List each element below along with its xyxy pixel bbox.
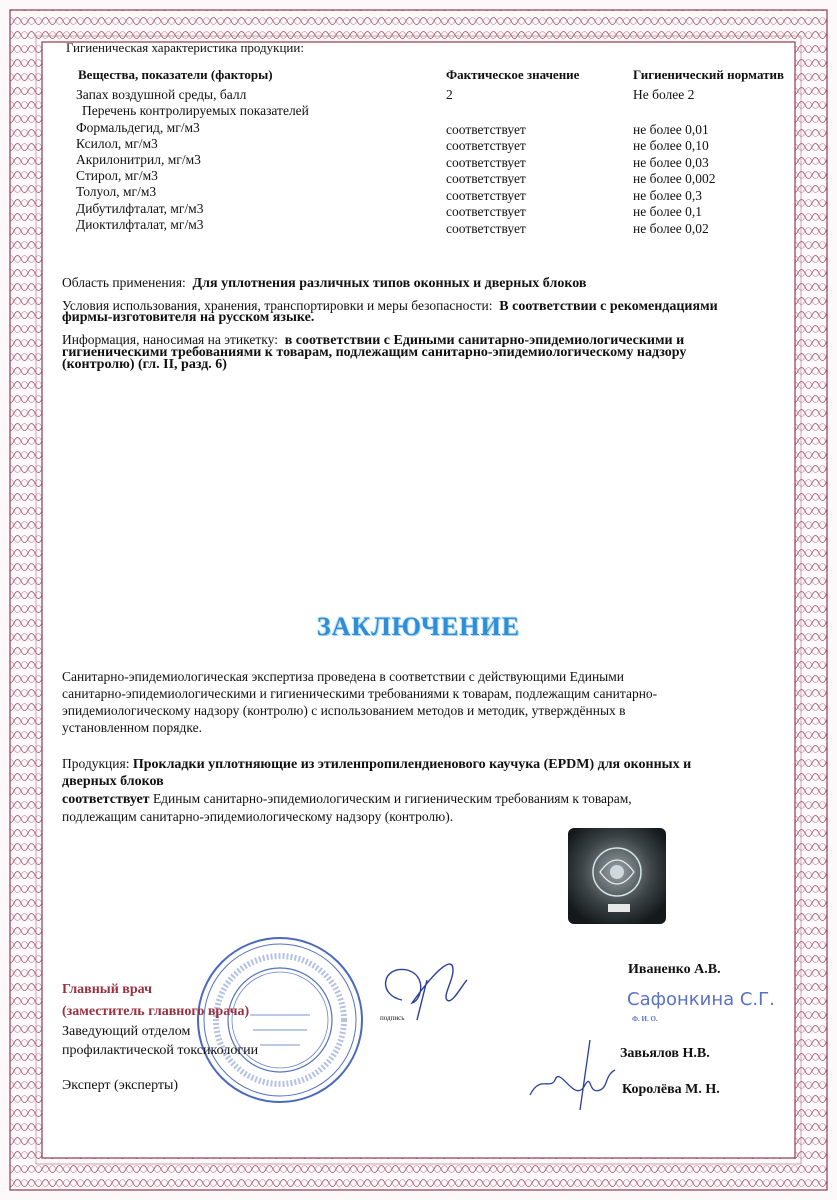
table-row-name: Дибутилфталат, мг/м3 — [76, 201, 204, 216]
round-stamp — [195, 935, 365, 1105]
application-field — [62, 275, 586, 292]
signature-caption: подпись — [380, 1014, 405, 1022]
paragraph-line: установленном порядке. — [62, 720, 202, 735]
table-row-actual: соответствует — [446, 171, 526, 186]
table-row-norm: не более 0,03 — [633, 155, 709, 170]
table-row-norm: не более 0,002 — [633, 171, 716, 186]
department-head-label: Заведующий отделом — [62, 1024, 191, 1039]
application-value: Для уплотнения различных типов оконных и дверных блоков — [192, 276, 587, 291]
department-name-label: профилактической токсикологии — [62, 1043, 259, 1058]
signature-expert — [520, 1035, 620, 1115]
table-row-actual: соответствует — [446, 221, 526, 236]
conditions-value: В соответствии с рекомендациями — [499, 299, 718, 314]
label-info-label: Информация, наносимая на этикетку: — [62, 332, 278, 347]
table-row-norm: Не более 2 — [633, 87, 695, 102]
table-row-norm: не более 0,10 — [633, 138, 709, 153]
table-row-norm: не более 0,1 — [633, 204, 703, 219]
signatory-name-1: Иваненко А.В. — [628, 962, 721, 977]
complies-label: соответствует — [62, 792, 150, 807]
table-row-name: Ксилол, мг/м3 — [76, 136, 158, 151]
table-row-actual: соответствует — [446, 155, 526, 170]
product-label: Продукция: — [62, 756, 130, 771]
signatory-name-3: Королёва М. Н. — [622, 1082, 720, 1097]
column-header-actual: Фактическое значение — [446, 67, 580, 82]
paragraph-line: санитарно-эпидемиологическими и гигиеническими требованиями к товарам, подлежащим санитарно- — [62, 686, 658, 701]
table-row-norm: не более 0,02 — [633, 221, 709, 236]
conditions-value-cont: фирмы-изготовителя на русском языке. — [62, 310, 315, 325]
table-row-name: Толуол, мг/м3 — [76, 184, 157, 199]
conclusion-paragraph — [62, 668, 657, 736]
table-row-actual: соответствует — [446, 188, 526, 203]
fio-caption: Ф. И. О. — [632, 1015, 658, 1023]
label-info-value-cont: (контролю) (гл. II, разд. 6) — [62, 357, 227, 372]
table-row-name: Запах воздушной среды, балл — [76, 87, 247, 102]
label-info-value: в соответствии с Едиными санитарно-эпидемиологическими и — [284, 333, 685, 348]
paragraph-line: Санитарно-эпидемиологическая экспертиза проведена в соответствии с действующими Едиными — [62, 669, 625, 684]
complies-text-cont: подлежащим санитарно-эпидемиологическому надзору (контролю). — [62, 809, 454, 824]
table-row-name: Формальдегид, мг/м3 — [76, 120, 200, 135]
paragraph-line: эпидемиологическому надзору (контролю) с использованием методов и методик, утверждённых в — [62, 703, 626, 718]
expert-label: Эксперт (эксперты) — [62, 1078, 179, 1093]
table-row-name: Перечень контролируемых показателей — [82, 103, 309, 118]
chief-doctor-label: Главный врач — [62, 982, 152, 997]
table-row-norm: не более 0,3 — [633, 188, 703, 203]
section-title: Гигиеническая характеристика продукции: — [66, 40, 304, 55]
table-row-name: Стирол, мг/м3 — [76, 168, 158, 183]
table-row-actual: соответствует — [446, 138, 526, 153]
table-row-actual: соответствует — [446, 204, 526, 219]
table-row-actual: 2 — [446, 87, 453, 102]
signatory-name-2: Завьялов Н.В. — [620, 1046, 710, 1061]
deputy-chief-label: (заместитель главного врача) — [62, 1004, 250, 1019]
table-row-name: Акрилонитрил, мг/м3 — [76, 152, 201, 167]
product-name-cont: дверных блоков — [62, 774, 164, 789]
conditions-label: Условия использования, хранения, транспортировки и меры безопасности: — [62, 298, 493, 313]
table-row-actual: соответствует — [446, 122, 526, 137]
product-block — [62, 755, 774, 825]
table-row-name: Диоктилфталат, мг/м3 — [76, 217, 204, 232]
application-label: Область применения: — [62, 275, 186, 290]
product-name: Прокладки уплотняющие из этиленпропилендиенового каучука (EPDM) для оконных и — [132, 757, 692, 772]
column-header-norm: Гигиенический норматив — [633, 67, 785, 82]
conclusion-title: ЗАКЛЮЧЕНИЕ — [316, 612, 521, 641]
complies-text: Единым санитарно-эпидемиологическим и гигиеническим требованиям к товарам, — [152, 791, 632, 806]
table-row-norm: не более 0,01 — [633, 122, 709, 137]
stamped-name: Сафонкина С.Г. — [627, 989, 775, 1010]
column-header-substance: Вещества, показатели (факторы) — [78, 67, 273, 82]
hologram-seal — [568, 828, 666, 924]
label-info-value-cont: гигиеническими требованиями к товарам, подлежащим санитарно-эпидемиологическому надзору — [62, 345, 687, 360]
